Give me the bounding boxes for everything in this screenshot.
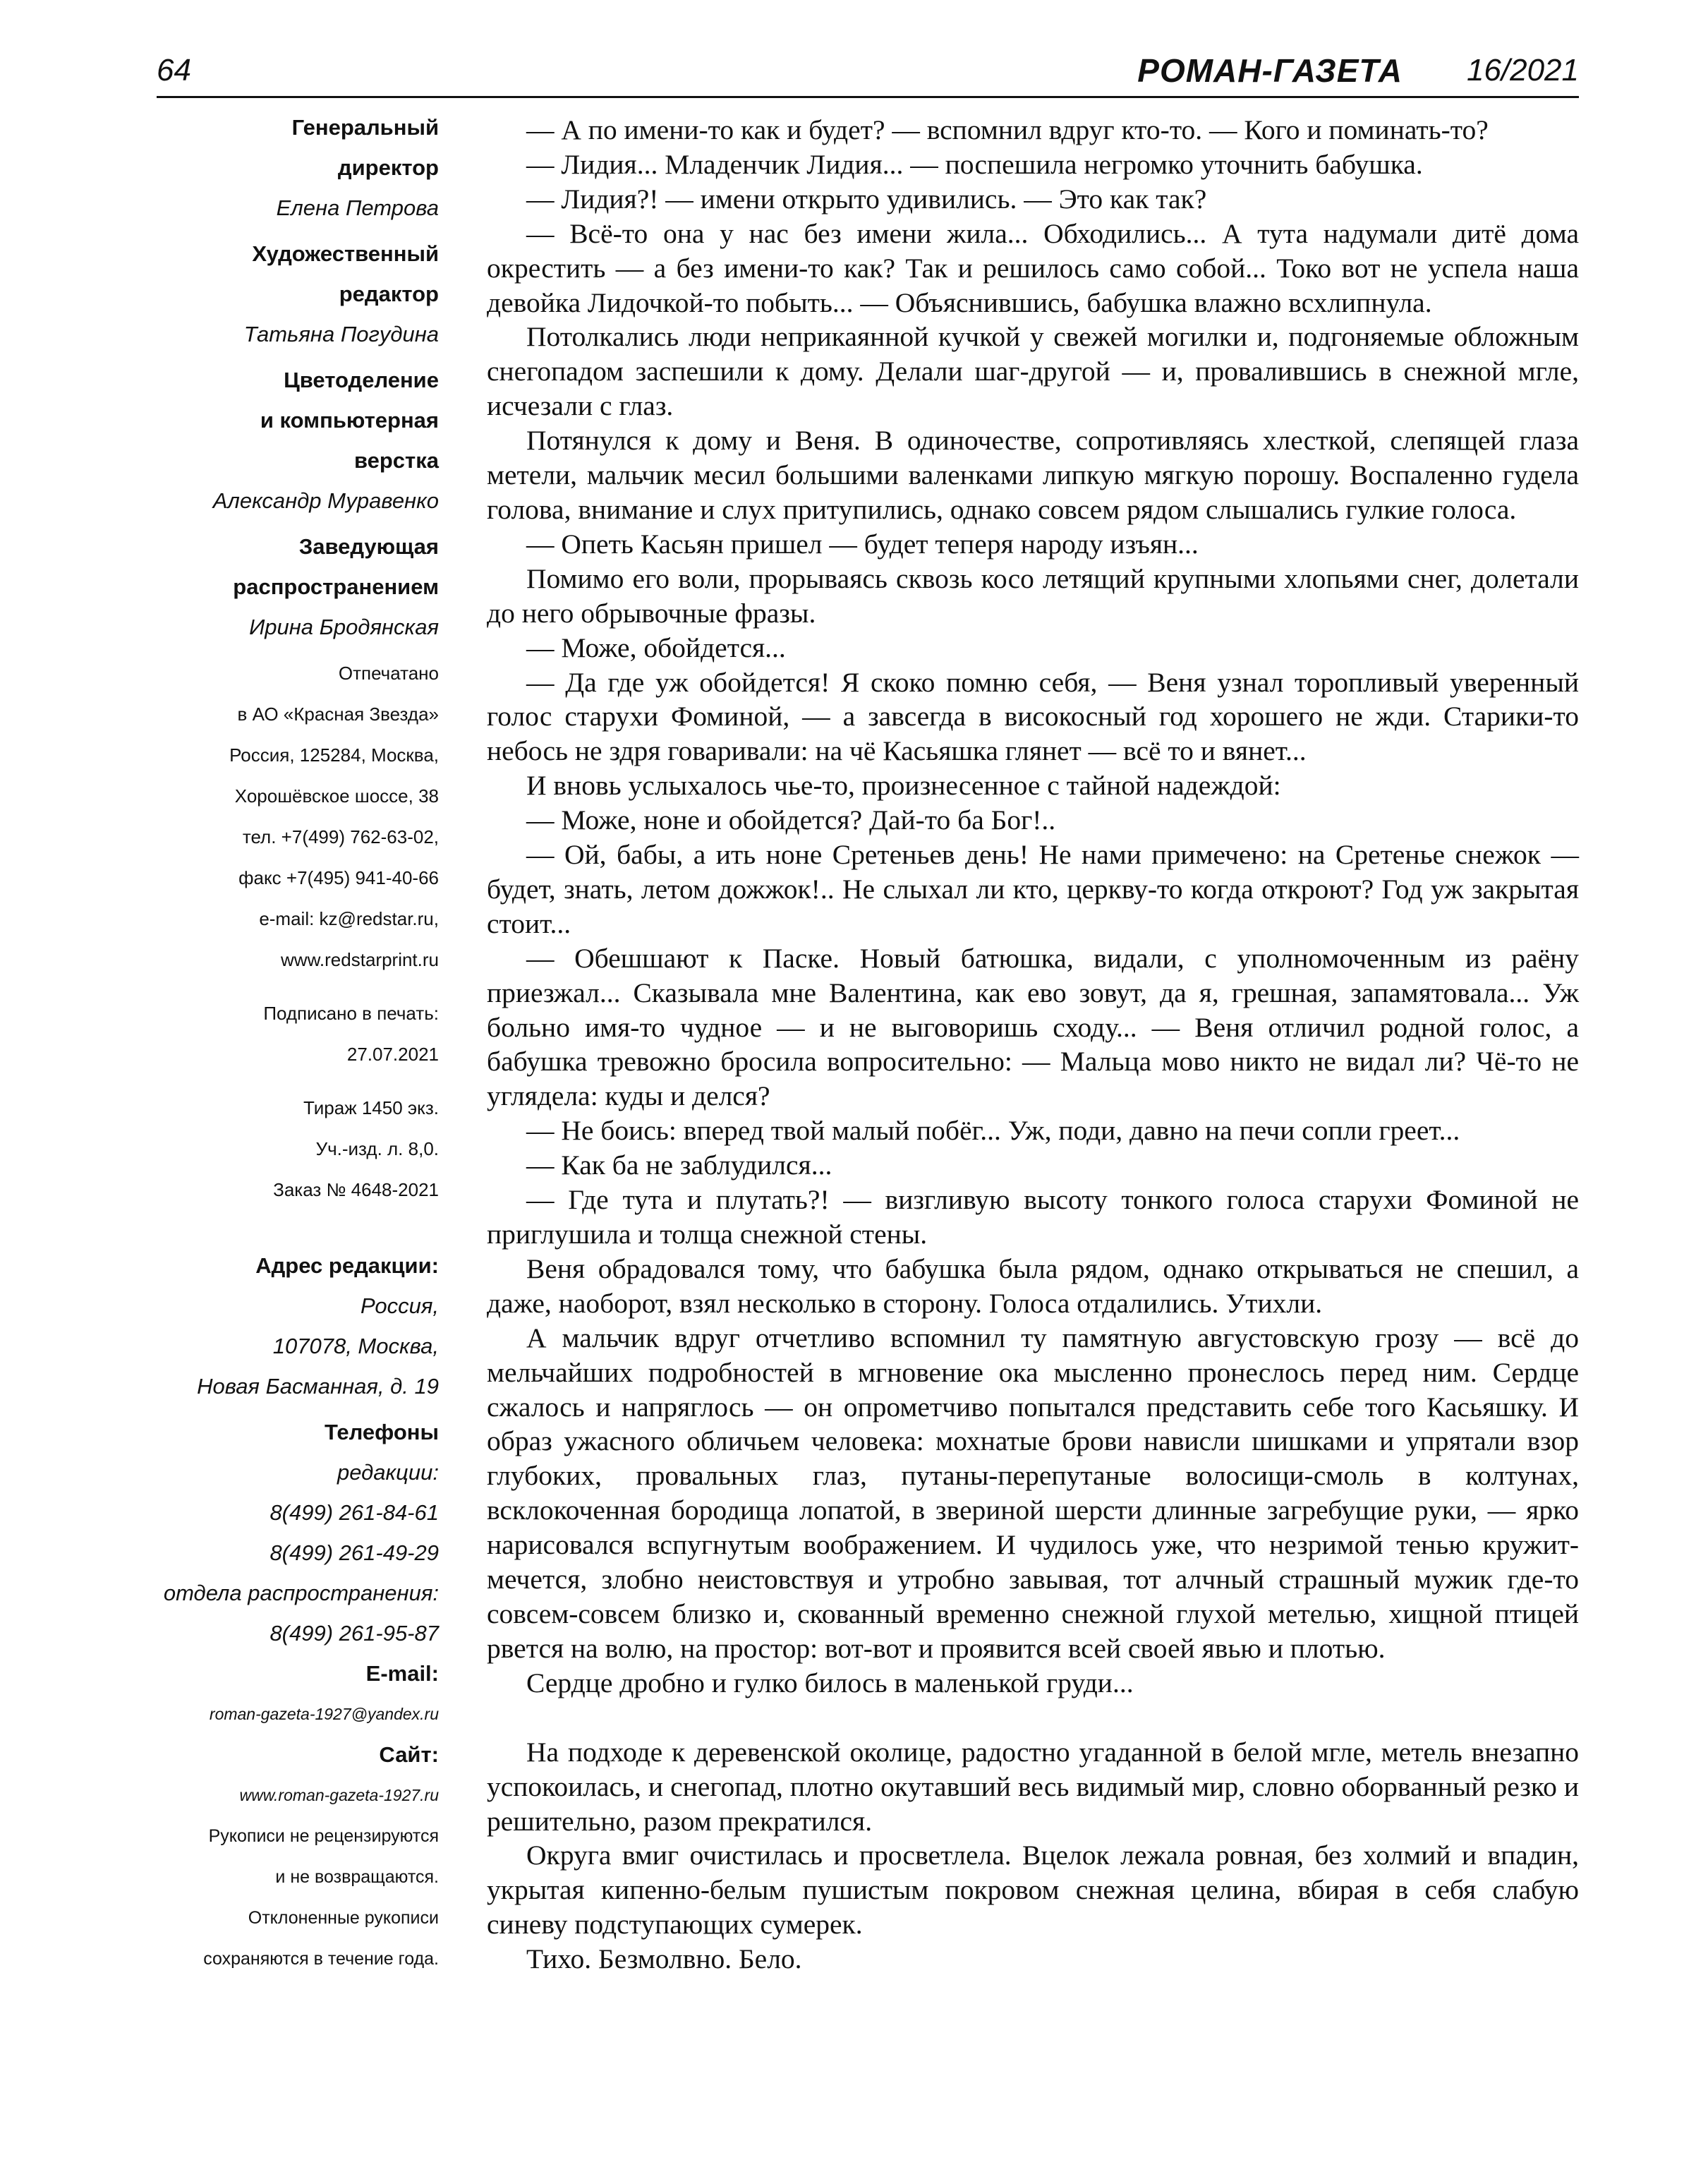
layout-title: Цветоделение: [284, 368, 439, 392]
phone-1: 8(499) 261-84-61: [269, 1500, 439, 1525]
paragraph: — Обешшают к Паске. Новый батюшка, видали, с уполномоченным из раёну приезжал... Сказывала мне Валентина, как ево зовут, да я, грешная, запамятовала... Уж больно имя-то чудное — и не выговоришь сходу... — Веня отличил родной голос, а бабушка тревожно бросила вопросительно: — Мальца мово никто не видал ли? Чё-то не углядела: куды и делся?: [487, 942, 1579, 1112]
paragraph: — Лидия... Младенчик Лидия... — поспешила негромко уточнить бабушка.: [526, 148, 1423, 180]
magazine-title: РОМАН-ГАЗЕТА: [1137, 52, 1403, 89]
art-editor-title-cont: редактор: [339, 282, 439, 306]
paragraph: — Може, ноне и обойдется? Дай-то ба Бог!..: [526, 804, 1056, 836]
section-break: [487, 1701, 1579, 1735]
printer-email: e-mail: kz@redstar.ru,: [259, 908, 439, 929]
signed-date: 27.07.2021: [346, 1044, 439, 1065]
general-director-name: Елена Петрова: [276, 195, 439, 220]
imprint-sidebar: [157, 107, 439, 1979]
distribution-title: Заведующая: [298, 534, 439, 559]
paragraph: — Всё-то она у нас без имени жила... Обходились... А тута надумали дитё дома окрестить — а без имени-то как? Так и решилось само собой... Токо вот не успела наша девойка Лидочкой-то побыть... — Объяснившись, бабушка влажно всхлипнула.: [487, 217, 1579, 318]
manuscripts-note-4: сохраняются в течение года.: [203, 1949, 439, 1969]
manuscripts-note-1: Рукописи не рецензируются: [208, 1826, 439, 1846]
paragraph: — Ой, бабы, а ить ноне Сретеньев день! Не нами примечено: на Сретенье снежок — будет, знать, летом дожжок!.. Не слыхал ли кто, церкву-то когда откроют? Год уж закрытая стоит...: [487, 839, 1579, 939]
paragraph: — Лидия?! — имени открыто удивились. — Это как так?: [526, 183, 1207, 215]
signed-label: Подписано в печать:: [263, 1003, 439, 1024]
printer-phone: тел. +7(499) 762-63-02,: [242, 826, 439, 847]
paragraph: На подходе к деревенской околице, радостно угаданной в белой мгле, метель внезапно успокоилась, и снегопад, плотно окутавший весь видимый мир, словно оборванный резко и решительно, разом прекратился.: [487, 1736, 1579, 1837]
address-title: Адрес редакции:: [255, 1253, 439, 1278]
paragraph: Потянулся к дому и Веня. В одиночестве, сопротивляясь хлесткой, слепящей глаза метели, мальчик месил большими валенками липкую мягкую порошу. Воспаленно гудела голова, внимание и слух притупились, однако совсем рядом слышались гулкие голоса.: [487, 425, 1579, 525]
printer-fax: факс +7(495) 941-40-66: [238, 867, 439, 888]
paragraph: Веня обрадовался тому, что бабушка была рядом, однако открываться не спешил, а даже, наоборот, взял несколько в сторону. Голоса отдалились. Утихли.: [487, 1252, 1579, 1319]
header-rule: [157, 96, 1579, 98]
manuscripts-note-3: Отклоненные рукописи: [248, 1908, 439, 1928]
email-title: E-mail:: [365, 1661, 439, 1686]
paragraph: Округа вмиг очистилась и просветлела. Вцелок лежала ровная, без холмий и впадин, укрытая кипенно-белым пушистым покровом снежная целина, вбирая в себя слабую синеву подступающих сумерек.: [487, 1840, 1579, 1940]
phones-title: Телефоны: [324, 1420, 439, 1444]
layout-title-cont2: верстка: [353, 448, 439, 473]
publishing-sheets: Уч.-изд. л. 8,0.: [315, 1138, 439, 1159]
paragraph: — Где тута и плутать?! — визгливую высоту тонкого голоса старухи Фоминой не приглушила и толща снежной стены.: [487, 1184, 1579, 1250]
page-header: [157, 49, 1579, 92]
paragraph: — А по имени-то как и будет? — вспомнил вдруг кто-то. — Кого и поминать-то?: [526, 114, 1489, 145]
paragraph: И вновь услыхалось чье-то, произнесенное с тайной надеждой:: [526, 770, 1281, 802]
printed-by: Отпечатано: [338, 663, 439, 684]
circulation: Тираж 1450 экз.: [303, 1097, 439, 1118]
address-city: 107078, Москва,: [272, 1334, 439, 1358]
paragraph: А мальчик вдруг отчетливо вспомнил ту памятную августовскую грозу — всё до мельчайших подробностей в мгновение ока мысленно пронеслось перед ним. Сердце сжалось и напряглось — он опрометчиво попытался представить себе того Касьяшку. И образ ужасного обличьем человека: мохнатые брови нависли шишками и упрятали взор глубоких, провальных глаз, путаны-перепутаные волосищи-смоль в колтунах, всклокоченная бородища лопатой, в звериной шерсти длинные загребущие руки, — ярко нарисовался вспугнутым воображением. И чудилось уже, что незримой тенью кружит-мечется, злобно неистовствуя и утробно завывая, тот алчный страшный мужик где-то совсем-совсем близко и, скованный временно снежной глухой метелью, хищной птицей рвется на волю, на простор: вот-вот и проявится всей своей явью и плотью.: [487, 1322, 1579, 1664]
printer-city: Россия, 125284, Москва,: [229, 744, 439, 766]
manuscripts-note-2: и не возвращаются.: [275, 1867, 439, 1887]
paragraph: Сердце дробно и гулко билось в маленькой груди...: [526, 1667, 1134, 1698]
order-number: Заказ № 4648-2021: [273, 1179, 439, 1200]
layout-name: Александр Муравенко: [212, 488, 439, 513]
editorial-email: roman-gazeta-1927@yandex.ru: [209, 1705, 439, 1723]
phone-3: 8(499) 261-95-87: [269, 1621, 439, 1646]
layout-title-cont: и компьютерная: [260, 408, 439, 433]
paragraph: Потолкались люди неприкаянной кучкой у свежей могилки и, подгоняемые обложным снегопадом заспешили к дому. Делали шаг-другой — и, провалившись в снежной мгле, исчезали с глаз.: [487, 321, 1579, 422]
general-director-title: Генеральный: [291, 115, 439, 140]
printer-site: www.redstarprint.ru: [281, 949, 439, 970]
paragraph: — Опеть Касьян пришел — будет теперя народу изъян...: [526, 528, 1199, 560]
phone-2: 8(499) 261-49-29: [269, 1540, 439, 1565]
paragraph: — Не боись: вперед твой малый побёг... Уж, поди, давно на печи сопли греет...: [526, 1115, 1460, 1147]
printer-street: Хорошёвское шоссе, 38: [234, 785, 439, 807]
editorial-site: www.roman-gazeta-1927.ru: [239, 1786, 439, 1804]
article-body: [487, 113, 1579, 1976]
art-editor-title: Художественный: [252, 241, 439, 266]
paragraph: — Да где уж обойдется! Я скоко помню себя, — Веня узнал торопливый уверенный голос старухи Фоминой, — а завсегда в високосный год хорошего не жди. Старики-то небось не здря говаривали: на чё Касьяшка глянет — всё то и вянет...: [487, 666, 1579, 767]
distribution-title-cont: распространением: [233, 574, 439, 599]
page-number: 64: [157, 53, 191, 87]
paragraph: — Може, обойдется...: [526, 632, 786, 663]
phones-distribution-label: отдела распространения:: [163, 1581, 439, 1605]
paragraph: Тихо. Безмолвно. Бело.: [526, 1943, 802, 1975]
distribution-name: Ирина Бродянская: [249, 615, 439, 639]
general-director-title-cont: директор: [337, 155, 439, 180]
phones-editorial-label: редакции:: [337, 1460, 439, 1485]
address-street: Новая Басманная, д. 19: [197, 1374, 439, 1399]
paragraph: — Как ба не заблудился...: [526, 1149, 832, 1181]
printer-name: в АО «Красная Звезда»: [237, 704, 439, 725]
issue-number: 16/2021: [1466, 53, 1579, 87]
art-editor-name: Татьяна Погудина: [243, 322, 439, 346]
paragraph: Помимо его воли, прорываясь сквозь косо летящий крупными хлопьями снег, долетали до него обрывочные фразы.: [487, 562, 1579, 629]
site-title: Сайт:: [379, 1742, 439, 1767]
address-country: Россия,: [361, 1293, 439, 1318]
